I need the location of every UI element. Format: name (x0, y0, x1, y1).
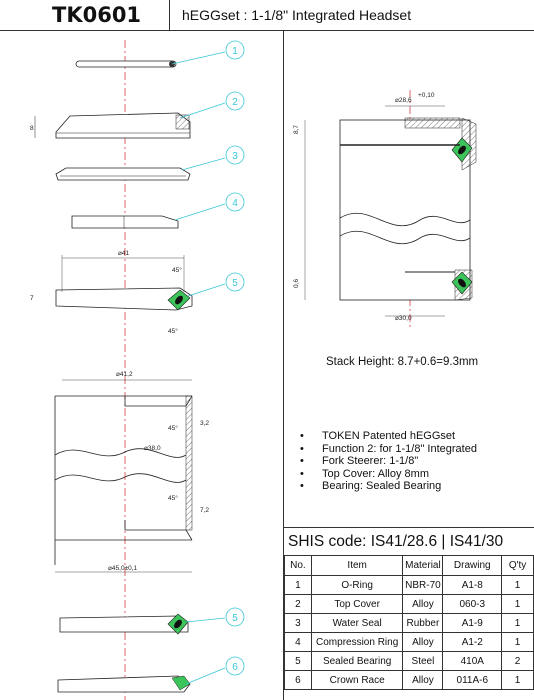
table-row (285, 576, 534, 595)
cell: 1 (502, 633, 534, 652)
cell: 410A (443, 652, 502, 671)
dim-top-right-dia: ⌀28,6 (395, 97, 412, 104)
cell: 1 (502, 671, 534, 690)
cell: 1 (285, 576, 312, 595)
lower-bearing-part (60, 614, 188, 634)
table-row (285, 633, 534, 652)
dim-frame-dia-bottom: ⌀45,0±0,1 (108, 565, 138, 572)
cell: Water Seal (311, 614, 403, 633)
cell: O-Ring (311, 576, 403, 595)
cell: 1 (502, 595, 534, 614)
compression-ring-part (72, 216, 178, 228)
col-drawing: Drawing (443, 556, 502, 576)
top-cover-part (35, 113, 190, 138)
cell: Alloy (403, 595, 443, 614)
dim-stack-lower: 0,6 (293, 278, 300, 288)
o-ring-part (76, 61, 176, 67)
dim-stack-upper: 8,7 (293, 124, 300, 134)
dim-angle-bottom: 45° (168, 328, 178, 335)
callout-3: 3 (232, 151, 238, 162)
cell: 1 (502, 576, 534, 595)
col-no: No. (285, 556, 312, 576)
col-item: Item (311, 556, 403, 576)
table-row (285, 652, 534, 671)
cell: Steel (403, 652, 443, 671)
cell: A1-2 (443, 633, 502, 652)
cell: A1-8 (443, 576, 502, 595)
table-row (285, 595, 534, 614)
assembled-headset (305, 106, 476, 316)
dim-bottom-right-dia: ⌀30,0 (395, 315, 412, 322)
callout-2: 2 (232, 97, 238, 108)
feature-item: • Function 2: for 1-1/8" Integrated (300, 443, 477, 456)
cell: 2 (502, 652, 534, 671)
callout-1: 1 (232, 46, 238, 57)
dim-frame-dia-mid: ⌀38,0 (144, 445, 161, 452)
cell: Alloy (403, 671, 443, 690)
feature-list (300, 430, 477, 493)
table-row (285, 671, 534, 690)
crown-race-part (58, 676, 190, 692)
cell: Top Cover (311, 595, 403, 614)
feature-item: • Fork Steerer: 1-1/8" (300, 455, 477, 468)
cell: Crown Race (311, 671, 403, 690)
dim-frame-depth-top: 3,2 (200, 420, 210, 427)
feature-item: • Top Cover: Alloy 8mm (300, 468, 477, 481)
water-seal-part (56, 168, 190, 180)
cell: A1-9 (443, 614, 502, 633)
cell: Rubber (403, 614, 443, 633)
feature-item: • TOKEN Patented hEGGset (300, 430, 477, 443)
cell: 5 (285, 652, 312, 671)
cell: 060-3 (443, 595, 502, 614)
cell: 3 (285, 614, 312, 633)
shis-code: SHIS code: IS41/28.6 | IS41/30 (284, 527, 534, 555)
dim-frame-depth-bottom: 7,2 (200, 507, 210, 514)
callout-4: 4 (232, 198, 238, 209)
cell: NBR-70 (403, 576, 443, 595)
callout-5: 5 (232, 278, 238, 289)
cell: 1 (502, 614, 534, 633)
dim-frame-dia-top: ⌀41,2 (116, 371, 133, 378)
cell: 4 (285, 633, 312, 652)
stack-height: Stack Height: 8.7+0.6=9.3mm (326, 356, 479, 368)
table-row (285, 614, 534, 633)
dim-bearing-dia: ⌀41 (118, 250, 130, 257)
dim-top-right-tol: +0,10 (418, 92, 435, 99)
callout-labels (232, 46, 238, 673)
part-number: TK0601 (0, 0, 170, 30)
col-material: Material (403, 556, 443, 576)
cell: 2 (285, 595, 312, 614)
dim-frame-angle-top: 45° (168, 425, 178, 432)
cell: Compression Ring (311, 633, 403, 652)
cell: Sealed Bearing (311, 652, 403, 671)
table-header-row (285, 556, 534, 576)
cell: 011A-6 (443, 671, 502, 690)
callout-5b: 5 (232, 613, 238, 624)
callout-6: 6 (232, 662, 238, 673)
dim-cover-height: 8 (30, 125, 34, 132)
bearing-part (56, 255, 192, 310)
dim-frame-angle-bottom: 45° (168, 495, 178, 502)
feature-item: • Bearing: Sealed Bearing (300, 480, 477, 493)
dim-bearing-height: 7 (30, 295, 34, 302)
drawing-title: hEGGset : 1-1/8" Integrated Headset (182, 7, 412, 23)
dim-angle-top: 45° (172, 267, 182, 274)
cell: Alloy (403, 633, 443, 652)
frame-section (55, 380, 192, 572)
cell: 6 (285, 671, 312, 690)
col-qty: Q'ty (502, 556, 534, 576)
parts-table (284, 555, 534, 690)
